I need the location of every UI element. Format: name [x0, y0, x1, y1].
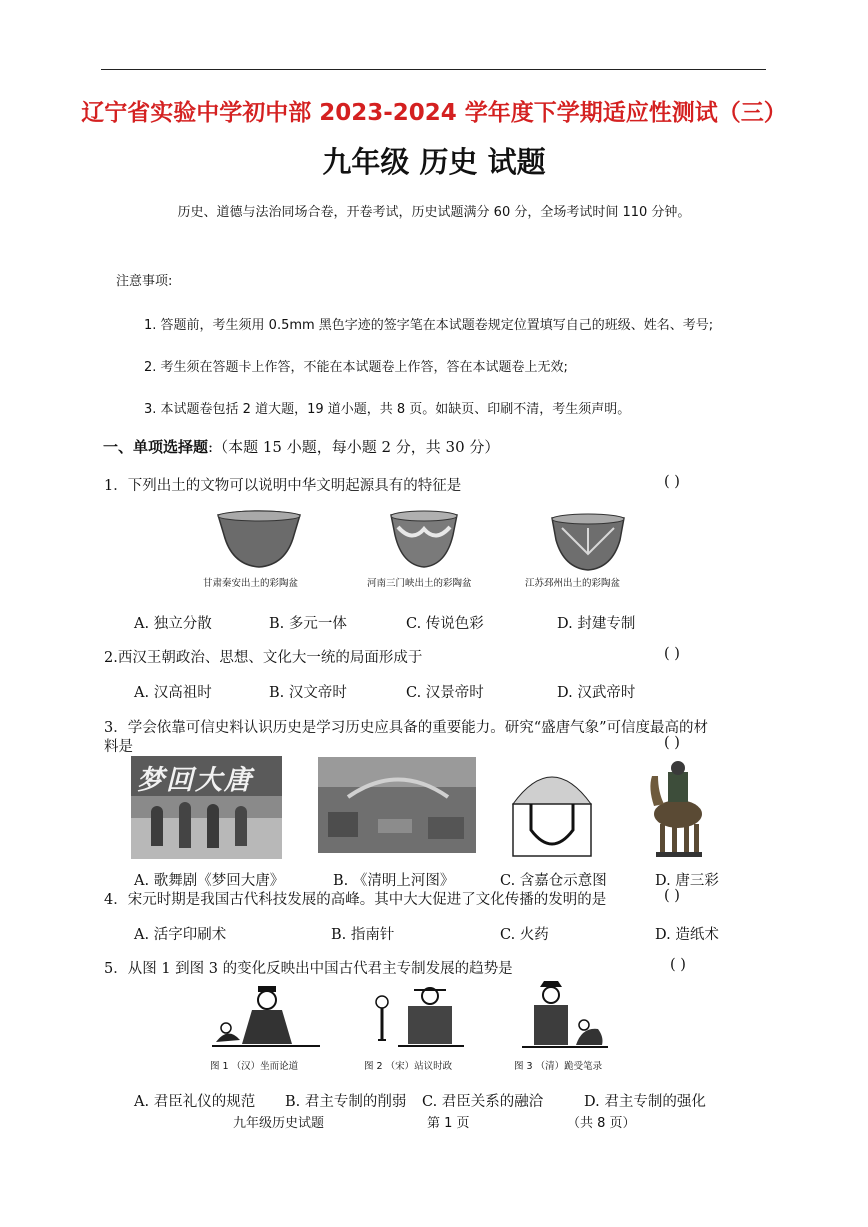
question-2-text: 2.西汉王朝政治、思想、文化大一统的局面形成于 — [104, 650, 423, 666]
option-c: C. 火药 — [500, 927, 549, 943]
option-d: D. 造纸术 — [655, 927, 719, 943]
pottery-bowl-2-image — [388, 507, 460, 571]
section-heading — [103, 436, 499, 457]
pottery-bowl-1-image — [214, 507, 304, 571]
image-caption: 图 1 （汉）坐而论道 — [210, 1061, 299, 1072]
option-a: A. 歌舞剧《梦回大唐》 — [134, 873, 285, 889]
option-d: D. 君主专制的强化 — [584, 1094, 706, 1110]
option-a: A. 君臣礼仪的规范 — [134, 1094, 256, 1110]
note-item: 3. 本试题卷包括 2 道大题，19 道小题，共 8 页。如缺页、印刷不清，考生须声明。 — [144, 402, 631, 417]
granary-diagram-image — [507, 760, 597, 860]
qing-emperor-scene-image — [518, 977, 610, 1051]
option-c: C. 汉景帝时 — [406, 685, 484, 701]
image-caption: 河南三门峡出土的彩陶盆 — [367, 578, 472, 589]
image-caption: 图 2 （宋）站议时政 — [364, 1061, 453, 1072]
option-c: C. 君臣关系的融洽 — [422, 1094, 544, 1110]
option-a: A. 汉高祖时 — [134, 685, 212, 701]
answer-paren: ( ) — [670, 957, 686, 973]
top-rule — [101, 69, 766, 70]
option-b: B. 指南针 — [331, 927, 395, 943]
han-emperor-scene-image — [212, 982, 322, 1052]
question-1-text: 1．下列出土的文物可以说明中华文明起源具有的特征是 — [104, 478, 462, 494]
option-c: C. 含嘉仓示意图 — [500, 873, 607, 889]
answer-paren: ( ) — [664, 646, 680, 662]
note-item: 2. 考生须在答题卡上作答，不能在本试题卷上作答，答在本试题卷上无效; — [144, 360, 568, 375]
answer-paren: ( ) — [664, 735, 680, 751]
pottery-bowl-3-image — [548, 510, 628, 572]
question-3-text: 3．学会依靠可信史料认识历史是学习历史应具备的重要能力。研究“盛唐气象”可信度最高的材 — [104, 720, 709, 736]
option-d: D. 汉武帝时 — [557, 685, 636, 701]
question-4-text: 4．宋元时期是我国古代科技发展的高峰。其中大大促进了文化传播的发明的是 — [104, 892, 607, 908]
question-5-text: 5．从图 1 到图 3 的变化反映出中国古代君主专制发展的趋势是 — [104, 961, 513, 977]
image-title-text: 梦回大唐 — [137, 765, 253, 796]
image-caption: 江苏邳州出土的彩陶盆 — [525, 578, 621, 589]
option-b: B. 汉文帝时 — [269, 685, 347, 701]
notes-heading: 注意事项: — [116, 274, 173, 289]
answer-paren: ( ) — [664, 474, 680, 490]
option-d: D. 封建专制 — [557, 616, 636, 632]
page-count: （共 8 页） — [567, 1116, 636, 1131]
option-b: B. 《清明上河图》 — [333, 873, 455, 889]
option-a: A. 独立分散 — [134, 616, 212, 632]
option-d: D. 唐三彩 — [655, 873, 719, 889]
footer-left: 九年级历史试题 — [233, 1116, 325, 1131]
answer-paren: ( ) — [664, 888, 680, 904]
section-title: 一、单项选择题 — [103, 438, 209, 456]
qingming-painting-image — [318, 757, 476, 853]
option-a: A. 活字印刷术 — [134, 927, 227, 943]
section-detail: :（本题 15 小题，每小题 2 分，共 30 分） — [208, 438, 500, 456]
tang-sancai-camel-image — [646, 758, 710, 858]
option-b: B. 君主专制的削弱 — [285, 1094, 407, 1110]
option-b: B. 多元一体 — [269, 616, 347, 632]
exam-title: 辽宁省实验中学初中部 2023-2024 学年度下学期适应性测试（三） — [81, 100, 787, 126]
exam-subtitle: 九年级 历史 试题 — [322, 145, 546, 179]
page-number: 第 1 页 — [427, 1116, 470, 1131]
question-3-text-line2: 料是 — [104, 739, 133, 755]
option-c: C. 传说色彩 — [406, 616, 484, 632]
dance-drama-image — [131, 756, 282, 859]
note-item: 1. 答题前，考生须用 0.5mm 黑色字迹的签字笔在本试题卷规定位置填写自己的班级、姓名、考号; — [144, 318, 714, 333]
exam-info: 历史、道德与法治同场合卷，开卷考试，历史试题满分 60 分，全场考试时间 110 分钟。 — [177, 205, 691, 220]
image-caption: 图 3 （清）跪受笔录 — [514, 1061, 603, 1072]
song-emperor-scene-image — [368, 980, 466, 1052]
image-caption: 甘肃秦安出土的彩陶盆 — [203, 578, 299, 589]
